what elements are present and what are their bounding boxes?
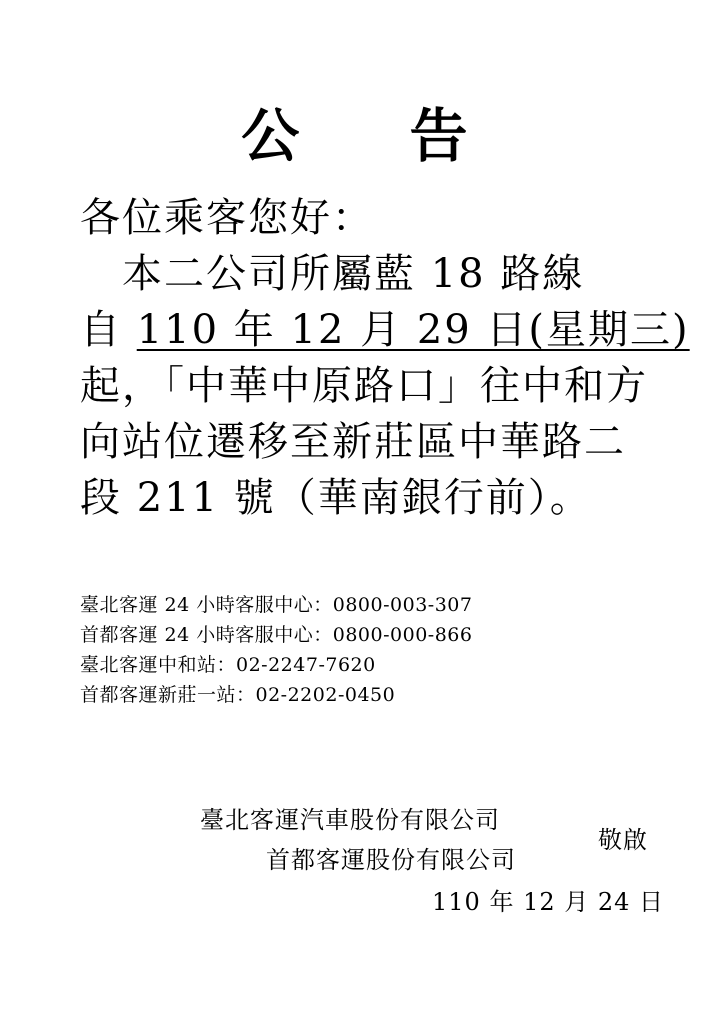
body-line-3: 起，「中華中原路口」往中和方 [80,363,648,409]
title-char-2: 告 [409,102,468,170]
effective-date-underlined: 110 年 12 月 29 日(星期三) [136,307,690,353]
signature-company-1: 臺北客運汽車股份有限公司 [200,806,500,834]
body-line-1: 本二公司所屬藍 18 路線 [80,251,585,297]
signature-company-2: 首都客運股份有限公司 [266,846,516,874]
contact-list [80,590,472,710]
body-line-5: 段 211 號（華南銀行前）。 [80,475,592,521]
body-line-2-prefix: 自 [80,307,137,353]
notice-title [0,96,709,176]
body-line-2 [80,302,690,358]
signature-closing: 敬啟 [598,826,648,854]
contact-line-4: 首都客運新莊一站：02-2202-0450 [80,684,396,706]
title-char-1: 公 [241,102,300,170]
signature-date: 110 年 12 月 24 日 [432,888,665,916]
contact-line-1: 臺北客運 24 小時客服中心：0800-003-307 [80,594,473,616]
contact-line-3: 臺北客運中和站：02-2247-7620 [80,654,376,676]
greeting: 各位乘客您好： [80,195,374,241]
body-line-4: 向站位遷移至新莊區中華路二 [80,419,626,465]
contact-line-2: 首都客運 24 小時客服中心：0800-000-866 [80,624,473,646]
